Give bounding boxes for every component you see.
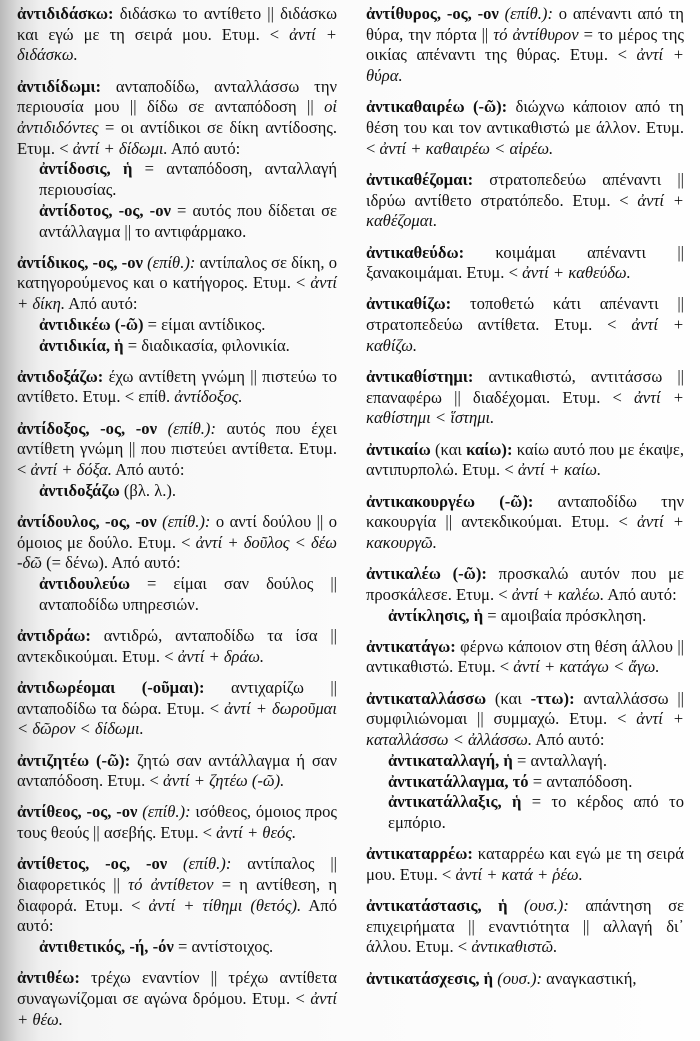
definition-text: = ανταπόδοση, ανταλλαγή περιουσίας. — [39, 159, 337, 200]
definition-text: διδάσκω το αντίθετο || διδάσκω και εγώ με τη σειρά μου. Ετυμ. < — [17, 4, 337, 44]
italic-text: ἀντί + καθαιρέω < αἱρέω. — [379, 138, 554, 158]
dictionary-entry — [17, 4, 337, 66]
sub-entry — [39, 336, 337, 357]
italic-text: (επίθ.): — [498, 4, 553, 23]
entry-main — [366, 97, 684, 159]
italic-text: ἀντί + καθίστημι < ἵστημι. — [366, 387, 684, 428]
italic-text: (ουσ.): — [493, 968, 543, 988]
headword: ἀντικαθεύδω: — [366, 242, 465, 262]
italic-text: (επίθ.): — [142, 252, 196, 272]
entry-main — [366, 367, 684, 429]
dictionary-entry — [366, 969, 684, 990]
definition-text: Από αυτό: — [604, 584, 677, 604]
definition-text: ισόθεος, όμοιος προς τους θεούς || ασεβής. Ετυμ. < — [17, 802, 337, 843]
dictionary-entry — [366, 492, 684, 554]
entry-main — [366, 896, 684, 958]
definition-text: = αμοιβαία πρόσκληση. — [483, 605, 647, 625]
italic-text: ἀντί + δωροῦμαι < δῶρον < δίδωμι. — [17, 698, 337, 739]
headword: -ττω): — [530, 688, 575, 708]
italic-text: ἀντί + δοῦλος < δέω -δῶ — [17, 532, 337, 573]
italic-text: τό ἀντίθυρον — [493, 24, 579, 44]
headword: ἀντιδοξάζω — [39, 480, 120, 500]
definition-text: (και — [430, 439, 467, 459]
italic-text: ἀντί + ζητέω (-ῶ). — [163, 771, 285, 791]
definition-text: = διαδικασία, φιλονικία. — [123, 335, 290, 355]
headword: ἀντικατάσχεσις, ἡ — [366, 968, 494, 988]
entry-main — [17, 854, 337, 937]
italic-text: ἀντί + καίω. — [517, 460, 602, 480]
headword: ἀντικατάλλαγμα, τό — [388, 771, 529, 791]
italic-text: ἀντί + θέω. — [17, 989, 337, 1029]
italic-text: ἀντί + θύρα. — [366, 45, 684, 86]
headword: ἀντίκλησις, ἡ — [388, 605, 484, 625]
entry-main — [366, 844, 684, 885]
definition-text: = ανταπόδοση. — [528, 771, 633, 791]
dictionary-entry — [17, 419, 337, 502]
definition-text: = ανταλλαγή. — [512, 750, 608, 770]
headword: ἀντικατάλλαξις, ἡ — [388, 792, 522, 812]
definition-text: ανταλλάσσω || συμφιλιώνομαι || συμμαχώ. Ετυμ. < — [366, 688, 684, 729]
entry-main — [366, 294, 684, 356]
definition-text: = αυτός που δίδεται σε αντάλλαγμα || το αντιφάρμακο. — [39, 200, 338, 241]
dictionary-entry — [366, 440, 684, 481]
definition-text: = το κέρδος από το εμπόριο. — [388, 792, 684, 832]
definition-text: Από αυτό: — [65, 294, 138, 314]
definition-text: = είμαι αντίδικος. — [143, 314, 266, 334]
definition-text: αναγκαστική, — [542, 968, 637, 988]
italic-text: ἀντί + δίκη. — [17, 273, 337, 314]
italic-text: (επίθ.): — [156, 511, 211, 531]
left-column — [17, 4, 337, 1041]
definition-text: αντιδρώ, ανταποδίδω τα ίσα || αντεκδικούμαι. Ετυμ. < — [17, 625, 337, 666]
definition-text: κοιμάμαι απέναντι || ξανακοιμάμαι. Ετυμ. < — [366, 242, 684, 283]
right-column — [366, 4, 684, 1000]
headword: ἀντίδικος, -ος, -ον — [17, 252, 143, 272]
sub-entry — [39, 574, 337, 615]
sub-entry — [39, 201, 337, 242]
entry-main — [17, 419, 337, 481]
dictionary-entry — [17, 678, 337, 740]
headword: ἀντίδοτος, -ος, -ον — [39, 200, 171, 220]
entry-main — [366, 492, 684, 554]
dictionary-entry — [366, 367, 684, 429]
italic-text: (επίθ.): — [167, 854, 232, 874]
italic-text: (επίθ.): — [137, 802, 191, 822]
entry-main — [366, 243, 684, 284]
italic-text: ἀντί + θεός. — [216, 823, 297, 843]
sub-entry — [388, 792, 684, 833]
dictionary-entry — [17, 626, 337, 667]
italic-text: ἀντί + τίθημι (θετός). — [148, 895, 302, 915]
headword: ἀντίδουλος, -ος, -ον — [17, 511, 157, 531]
headword: ἀντικαταλλαγή, ἡ — [388, 750, 513, 770]
entry-main — [17, 367, 337, 408]
definition-text: Από αυτό: — [17, 895, 338, 936]
definition-text: ο απέναντι από τη θύρα, την πόρτα || — [366, 4, 684, 44]
headword: καίω — [466, 439, 502, 459]
definition-text: Από αυτό: — [167, 138, 241, 158]
sub-entry — [39, 481, 337, 502]
headword: ἀντίθετος, -ος, -ον — [17, 854, 168, 874]
italic-text: (ουσ.): — [507, 896, 569, 916]
definition-text: (βλ. λ.). — [119, 480, 177, 500]
entry-main — [17, 968, 337, 1030]
entry-main — [17, 253, 337, 315]
definition-text: = οι αντίδικοι σε δίκη αντίδοσης. Ετυμ. < — [17, 118, 337, 158]
entry-main — [17, 802, 337, 843]
definition-text: = είμαι σαν δούλος || ανταποδίδω υπηρεσιών. — [39, 574, 337, 614]
italic-text: ἀντί + κατά + ῥέω. — [455, 864, 583, 884]
italic-text: ἀντί + δόξα. — [30, 460, 112, 480]
italic-text: ἀντί + δίδωμι. — [72, 138, 168, 158]
headword: ἀντιδικία, ἡ — [39, 335, 124, 355]
italic-text: ἀντί + καθέζομαι. — [366, 190, 684, 231]
entry-main — [366, 170, 684, 232]
definition-text: (και — [486, 688, 531, 708]
headword: ἀντίθεος, -ος, -ον — [17, 802, 138, 822]
dictionary-entry — [17, 253, 337, 357]
dictionary-entry — [366, 97, 684, 159]
entry-main — [366, 969, 684, 990]
headword: ἀντιδουλεύω — [39, 574, 130, 594]
italic-text: ἀντί + καθεύδω. — [522, 263, 631, 283]
headword: ἀντιθέω: — [17, 968, 80, 988]
sub-entry — [39, 159, 337, 200]
definition-text: διώχνω κάποιον από τη θέση του και τον αντικαθιστώ με άλλον. Ετυμ. < — [366, 97, 685, 158]
sub-entry — [388, 606, 684, 627]
italic-text: ἀντί + καθίζω. — [366, 315, 684, 355]
sub-entry — [39, 937, 337, 958]
definition-text: = αντίστοιχος. — [173, 937, 274, 957]
headword: ἀντιζητέω (-ῶ): — [17, 750, 131, 770]
dictionary-entry — [366, 564, 684, 626]
entry-main — [366, 689, 684, 751]
sub-entry — [388, 772, 684, 793]
dictionary-entry — [366, 896, 684, 958]
headword: ἀντίδοσις, ἡ — [39, 159, 133, 179]
definition-text: φέρνω κάποιον στη θέση άλλου || αντικαθιστώ. Ετυμ. < — [366, 636, 684, 677]
dictionary-entry — [17, 854, 337, 958]
italic-text: οἱ ἀντιδιδόντες — [17, 97, 337, 138]
headword: ἀντικαίω — [366, 439, 431, 459]
definition-text: καταρρέω και εγώ με τη σειρά μου. Ετυμ. < — [366, 844, 684, 884]
entry-main — [366, 4, 684, 87]
headword: ἀντιδικέω (-ῶ) — [39, 314, 144, 334]
headword: ): — [501, 439, 513, 459]
entry-main — [366, 637, 684, 678]
dictionary-entry — [366, 689, 684, 834]
headword: ἀντικαταρρέω: — [366, 844, 473, 864]
dictionary-entry — [17, 751, 337, 792]
headword: ἀντικαθέζομαι: — [366, 169, 474, 189]
definition-text: Από αυτό: — [532, 730, 605, 750]
entry-main — [17, 77, 337, 160]
italic-text: ἀντικαθιστῶ. — [471, 937, 558, 957]
definition-text: Από αυτό: — [111, 460, 185, 480]
italic-text: ἀντί + καταλλάσσω < ἀλλάσσω. — [366, 709, 684, 750]
headword: ἀντικακουργέω (-ῶ): — [366, 491, 534, 511]
definition-text: ανταποδίδω την κακουργία || αντεκδικούμαι. Ετυμ. < — [366, 491, 684, 532]
headword: ἀντιθετικός, -ή, -όν — [39, 937, 174, 957]
headword: ἀντικατάστασις, ἡ — [366, 896, 508, 916]
headword: ἀντικαθίστημι: — [366, 367, 474, 387]
headword: ἀντιδράω: — [17, 625, 91, 645]
dictionary-entry — [17, 77, 337, 243]
headword: ἀντιδωρέομαι (-οῦμαι): — [17, 677, 205, 697]
entry-main — [366, 564, 684, 605]
entry-main — [17, 678, 337, 740]
italic-text: ἀντί + κατάγω < ἄγω. — [513, 657, 660, 677]
definition-text: τρέχω εναντίον || τρέχω αντίθετα συναγωνίζομαι σε αγώνα δρόμου. Ετυμ. < — [17, 968, 337, 1009]
definition-text: αντίπαλος σε δίκη, ο κατηγορούμενος και ο κατήγορος. Ετυμ. < — [17, 252, 338, 293]
headword: ἀντικαλέω (-ῶ): — [366, 564, 487, 584]
italic-text: ἀντί + διδάσκω. — [17, 24, 337, 65]
definition-text: καίω αυτό που με έκαψε, αντιπυρπολώ. Ετυμ. < — [366, 439, 684, 480]
sub-entry — [39, 315, 337, 336]
definition-text: (= δένω). Από αυτό: — [41, 553, 181, 573]
headword: ἀντίδοξος, -ος, -ον — [17, 418, 157, 438]
dictionary-entry — [366, 637, 684, 678]
headword: ἀντικατάγω: — [366, 636, 456, 656]
headword: ἀντιδοξάζω: — [17, 366, 104, 386]
italic-text: ἀντίδοξος. — [174, 387, 243, 407]
dictionary-entry — [366, 170, 684, 232]
definition-text: αντικαθιστώ, αντιτάσσω || επαναφέρω || διαδέχομαι. Ετυμ. < — [366, 367, 684, 407]
dictionary-entry — [366, 844, 684, 885]
dictionary-entry — [17, 968, 337, 1030]
headword: ἀντικαθίζω: — [366, 294, 452, 314]
entry-main — [17, 626, 337, 667]
italic-text: ἀντί + κακουργῶ. — [366, 512, 684, 552]
headword: ἀντιδίδωμι: — [17, 76, 102, 96]
italic-text: ἀντί + δράω. — [177, 646, 265, 666]
italic-text: ἀντί + καλέω. — [511, 584, 605, 604]
definition-text: στρατοπεδεύω απέναντι || ιδρύω αντίθετο στρατόπεδο. Ετυμ. < — [366, 169, 684, 210]
definition-text: ο αντί δούλου || ο όμοιος με δούλο. Ετυμ. < — [17, 511, 337, 552]
entry-main — [17, 751, 337, 792]
dictionary-entry — [17, 367, 337, 408]
dictionary-entry — [17, 802, 337, 843]
definition-text: ζητώ σαν αντάλλαγμα ή σαν ανταπόδοση. Ετυμ. < — [17, 750, 337, 791]
dictionary-entry — [366, 294, 684, 356]
italic-text: (επίθ.): — [157, 418, 216, 438]
definition-text: απάντηση σε επιχειρήματα || εναντιότητα || αλλαγή δι᾽ άλλου. Ετυμ. < — [366, 896, 684, 957]
definition-text: προσκαλώ αυτόν που με προσκάλεσε. Ετυμ. < — [366, 564, 684, 604]
headword: ἀντίθυρος, -ος, -ον — [366, 4, 499, 23]
definition-text: αντιχαρίζω || ανταποδίδω τα δώρα. Ετυμ. < — [17, 677, 338, 718]
sub-entry — [388, 751, 684, 772]
italic-text: τό ἀντίθετον — [128, 875, 214, 895]
definition-text: = η αντίθεση, η διαφορά. Ετυμ. < — [17, 875, 338, 915]
dictionary-entry — [366, 243, 684, 284]
dictionary-entry — [17, 512, 337, 616]
dictionary-entry — [366, 4, 684, 87]
definition-text: = το μέρος της οικίας απέναντι της θύρας. Ετυμ. < — [366, 24, 684, 65]
headword: ἀντιδιδάσκω: — [17, 4, 114, 23]
definition-text: ανταποδίδω, ανταλλάσσω την περιουσία μου || δίδω σε ανταπόδοση || — [17, 76, 337, 117]
headword: ἀντικαταλλάσσω — [366, 688, 487, 708]
definition-text: έχω αντίθετη γνώμη || πιστεύω το αντίθετο. Ετυμ. < επίθ. — [17, 366, 337, 407]
headword: ἀντικαθαιρέω (-ῶ): — [366, 97, 508, 117]
definition-text: αντίπαλος || διαφορετικός || — [17, 854, 337, 895]
definition-text: αυτός που έχει αντίθετη γνώμη || που πιστεύει αντίθετα. Ετυμ. < — [17, 418, 337, 480]
definition-text: τοποθετώ κάτι απέναντι || στρατοπεδεύω αντίθετα. Ετυμ. < — [366, 294, 684, 335]
entry-main — [17, 4, 337, 66]
entry-main — [17, 512, 337, 574]
entry-main — [366, 440, 684, 481]
